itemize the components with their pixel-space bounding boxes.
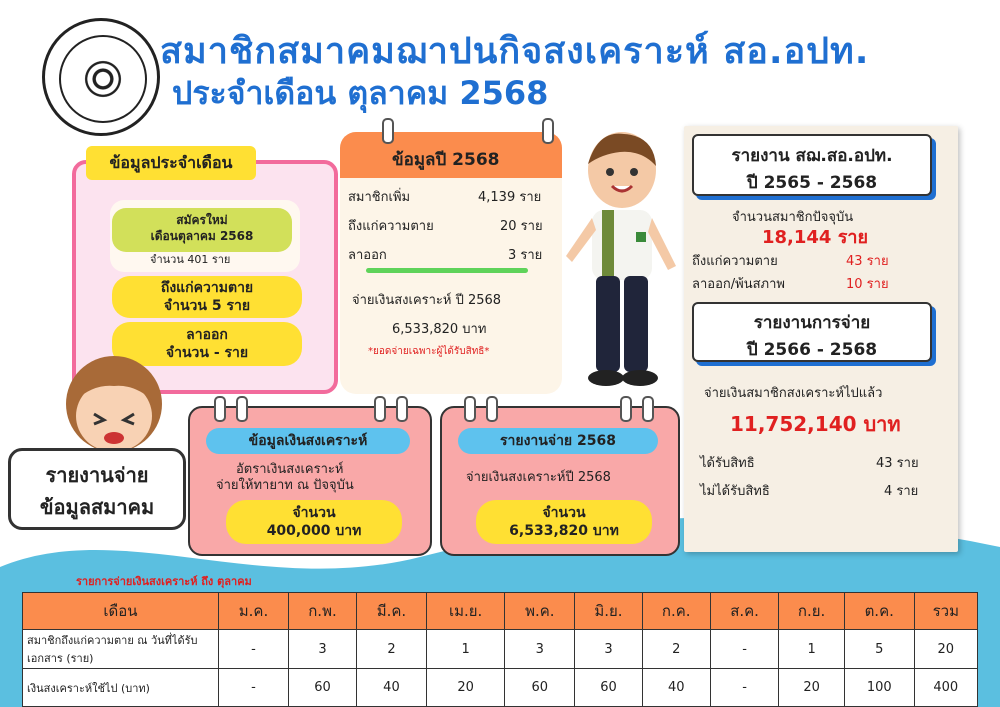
ring-icon: [642, 396, 654, 422]
entitled-value: 43 ราย: [876, 456, 919, 471]
page-title: สมาชิกสมาคมฌาปนกิจสงเคราะห์ สอ.อปท.: [160, 31, 870, 72]
table-caption: รายการจ่ายเงินสงเคราะห์ ถึง ตุลาคม: [76, 575, 252, 588]
table-cell: 20: [779, 669, 845, 707]
ring-icon: [396, 396, 408, 422]
welfare-amount-label: จำนวน: [292, 505, 336, 521]
welfare-amount-pill: [226, 500, 402, 544]
table-header-cell: ก.ย.: [779, 593, 845, 630]
table-cell: -: [219, 630, 289, 669]
payreport-line1: จ่ายเงินสงเคราะห์ปี 2568: [466, 470, 611, 485]
table-header-row: [23, 593, 978, 630]
table-cell: 60: [289, 669, 357, 707]
right-box2: [692, 302, 932, 362]
yearly-heading: ข้อมูลปี 2568: [392, 150, 500, 170]
table-cell: 60: [575, 669, 642, 707]
right-paid-value: 11,752,140 บาท: [730, 412, 901, 436]
ring-icon: [214, 396, 226, 422]
table-cell: -: [710, 630, 778, 669]
members-label: จำนวนสมาชิกปัจจุบัน: [732, 210, 854, 225]
table-cell: 40: [642, 669, 710, 707]
welfare-line1: อัตราเงินสงเคราะห์: [236, 462, 344, 477]
yearly-row-value: 4,139 ราย: [478, 190, 542, 205]
mascot-boy-illustration: [558, 126, 684, 394]
ring-icon: [382, 118, 394, 144]
not-entitled-value: 4 ราย: [884, 484, 919, 499]
table-header-cell: เม.ย.: [426, 593, 504, 630]
table-cell: 100: [844, 669, 914, 707]
highlight-stroke: [366, 268, 528, 273]
monthly-resign-line1: ลาออก: [186, 327, 228, 343]
yearly-note: *ยอดจ่ายเฉพาะผู้ได้รับสิทธิ*: [368, 346, 490, 357]
monthly-heading: ข้อมูลประจำเดือน: [86, 146, 256, 180]
payreport-amount-pill: [476, 500, 652, 544]
table-header-cell: รวม: [914, 593, 977, 630]
report-badge: [8, 448, 186, 530]
right-box1-line1: รายงาน สฌ.สอ.อปท.: [731, 146, 893, 166]
payreport-heading: รายงานจ่าย 2568: [458, 428, 658, 454]
right-resign-value: 10 ราย: [846, 277, 889, 292]
monthly-resign-line2: จำนวน - ราย: [165, 345, 249, 361]
right-box1-line2: ปี 2565 - 2568: [746, 173, 878, 193]
welfare-line2: จ่ายให้ทายาท ณ ปัจจุบัน: [216, 478, 354, 493]
yearly-row-value: 20 ราย: [500, 219, 543, 234]
table-cell: 20: [426, 669, 504, 707]
payreport-amount: 6,533,820 บาท: [509, 523, 619, 539]
not-entitled-label: ไม่ได้รับสิทธิ: [700, 484, 770, 499]
yearly-row-label: ลาออก: [348, 248, 387, 263]
ring-icon: [374, 396, 386, 422]
yearly-row-label: ถึงแก่ความตาย: [348, 219, 434, 234]
right-death-label: ถึงแก่ความตาย: [692, 254, 778, 269]
table-cell: -: [710, 669, 778, 707]
association-logo: [42, 18, 160, 136]
new-members-line1: สมัครใหม่: [176, 213, 228, 227]
right-resign-label: ลาออก/พ้นสภาพ: [692, 277, 785, 292]
table-cell: 40: [356, 669, 426, 707]
table-header-cell: ส.ค.: [710, 593, 778, 630]
mascot-girl-illustration: [54, 340, 174, 460]
right-paid-label: จ่ายเงินสมาชิกสงเคราะห์ไปแล้ว: [704, 386, 883, 401]
yearly-paid-amount: 6,533,820 บาท: [392, 322, 487, 337]
ring-icon: [620, 396, 632, 422]
right-death-value: 43 ราย: [846, 254, 889, 269]
table-header-cell: พ.ค.: [505, 593, 575, 630]
monthly-death-line1: ถึงแก่ความตาย: [160, 280, 254, 296]
table-row: [23, 669, 978, 707]
yearly-row-label: สมาชิกเพิ่ม: [348, 190, 411, 205]
table-header-cell: มิ.ย.: [575, 593, 642, 630]
table-header-cell: ม.ค.: [219, 593, 289, 630]
table-cell: 3: [289, 630, 357, 669]
new-members-count: จำนวน 401 ราย: [150, 253, 231, 266]
monthly-death-line2: จำนวน 5 ราย: [163, 298, 251, 314]
payout-table: [22, 592, 978, 707]
table-header-cell: ก.ค.: [642, 593, 710, 630]
table-header-cell: ต.ค.: [844, 593, 914, 630]
table-cell: 60: [505, 669, 575, 707]
table-cell: 1: [779, 630, 845, 669]
table-cell: 3: [505, 630, 575, 669]
table-cell: เงินสงเคราะห์ใช้ไป (บาท): [23, 669, 219, 707]
right-box1: [692, 134, 932, 196]
table-cell: 2: [642, 630, 710, 669]
welfare-amount: 400,000 บาท: [266, 523, 362, 539]
ring-icon: [464, 396, 476, 422]
page-subtitle: ประจำเดือน ตุลาคม 2568: [172, 74, 549, 112]
members-value: 18,144 ราย: [762, 227, 869, 248]
table-cell: 20: [914, 630, 977, 669]
ring-icon: [542, 118, 554, 144]
table-header-cell: มี.ค.: [356, 593, 426, 630]
table-cell: 3: [575, 630, 642, 669]
entitled-label: ได้รับสิทธิ: [700, 456, 755, 471]
new-members-pill: [112, 208, 292, 252]
monthly-death-pill: [112, 276, 302, 318]
table-cell: สมาชิกถึงแก่ความตาย ณ วันที่ได้รับเอกสาร (ราย): [23, 630, 219, 669]
table-cell: 400: [914, 669, 977, 707]
table-header-cell: เดือน: [23, 593, 219, 630]
table-cell: 5: [844, 630, 914, 669]
table-row: [23, 630, 978, 669]
right-box2-line1: รายงานการจ่าย: [753, 313, 871, 333]
right-box2-line2: ปี 2566 - 2568: [746, 340, 878, 360]
ring-icon: [236, 396, 248, 422]
payreport-amount-label: จำนวน: [542, 505, 586, 521]
ring-icon: [486, 396, 498, 422]
table-cell: -: [219, 669, 289, 707]
welfare-heading: ข้อมูลเงินสงเคราะห์: [206, 428, 410, 454]
table-cell: 1: [426, 630, 504, 669]
new-members-line2: เดือนตุลาคม 2568: [150, 229, 254, 243]
yearly-row-value: 3 ราย: [508, 248, 543, 263]
report-badge-line2: ข้อมูลสมาคม: [39, 495, 155, 519]
table-header-cell: ก.พ.: [289, 593, 357, 630]
report-badge-line1: รายงานจ่าย: [45, 463, 149, 487]
yearly-paid-label: จ่ายเงินสงเคราะห์ ปี 2568: [352, 293, 502, 308]
table-cell: 2: [356, 630, 426, 669]
